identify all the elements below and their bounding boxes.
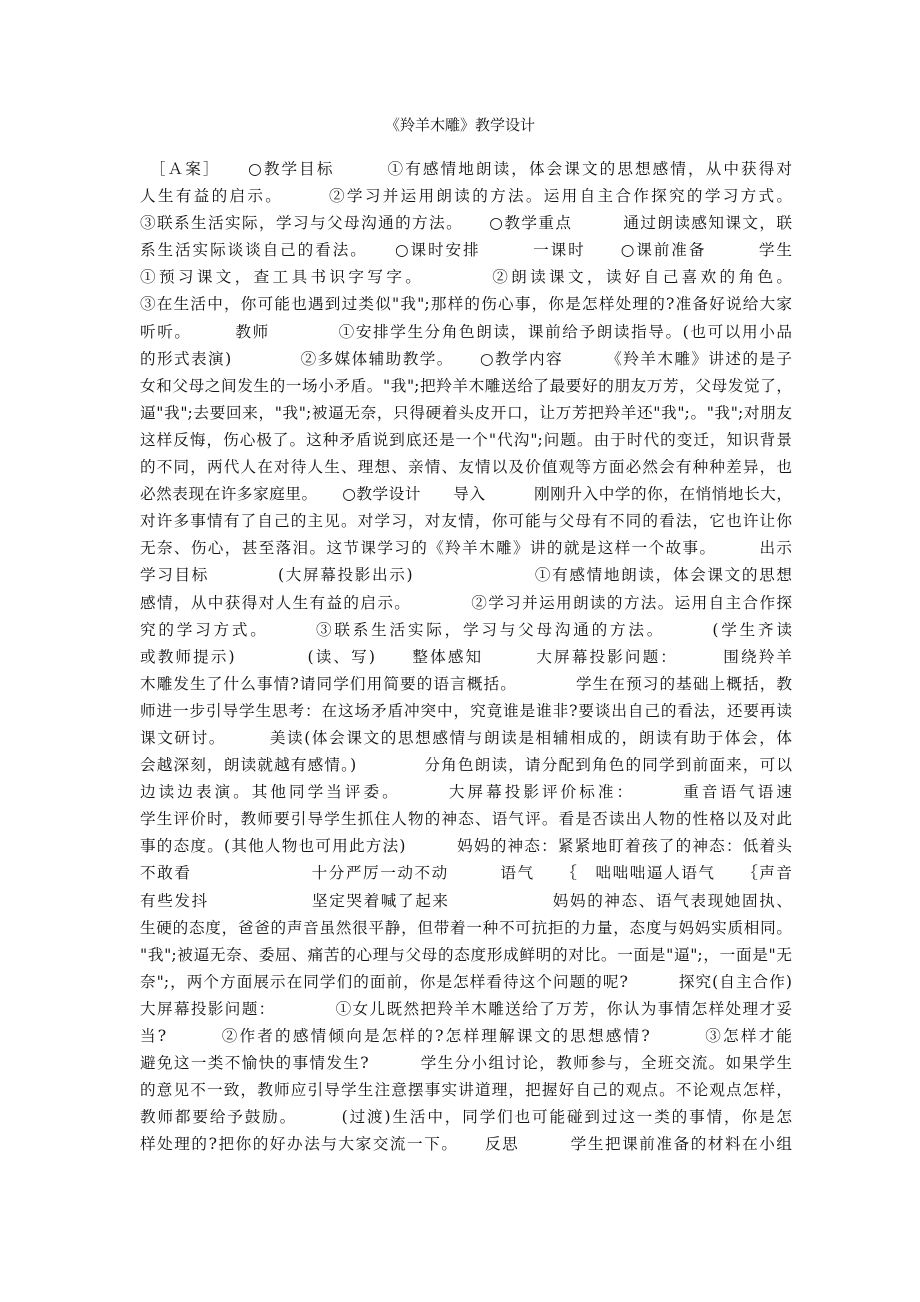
text-line: 事的态度。(其他人物也可用此方法) 妈妈的神态：紧紧地盯着孩了的神态：低着头 (140, 837, 792, 856)
text-line: 教师都要给予鼓励。 (过渡)生活中，同学们也可能碰到过这一类的事情，你是怎 (140, 1108, 792, 1127)
text-line: ③在生活中，你可能也遇到过类似"我";那样的伤心事，你是怎样处理的?准备好说给大家 (140, 295, 792, 314)
text-line: 逼"我";去要回来，"我";被逼无奈，只得硬着头皮开口，让万芳把羚羊还"我";。"我";对朋友 (140, 403, 792, 422)
text-line: "我";被逼无奈、委屈、痛苦的心理与父母的态度形成鲜明的对比。一面是"逼";，一面是"无 (140, 945, 792, 964)
text-line: 感情，从中获得对人生有益的启示。 ②学习并运用朗读的方法。运用自主合作探 (140, 593, 792, 612)
text-line: 这样反悔，伤心极了。这种矛盾说到底还是一个"代沟";问题。由于时代的变迁，知识背景 (140, 430, 792, 449)
text-line: ［Ａ案］ ○教学目标 ①有感情地朗读，体会课文的思想感情，从中获得对 (140, 160, 792, 178)
text-line: 学生评价时，教师要引导学生抓住人物的神态、语气评。看是否读出人物的性格以及对此 (140, 810, 792, 829)
text-line: 木雕发生了什么事情?请同学们用简要的语言概括。 学生在预习的基础上概括，教 (140, 674, 792, 693)
text-line: 边读边表演。其他同学当评委。 大屏幕投影评价标准： 重音语气语速 (140, 783, 792, 802)
text-line: 样处理的?把你的好办法与大家交流一下。 反思 学生把课前准备的材料在小组 (140, 1135, 792, 1154)
text-line: 避免这一类不愉快的事情发生? 学生分小组讨论，教师参与，全班交流。如果学生 (140, 1054, 792, 1073)
text-line: 人生有益的启示。 ②学习并运用朗读的方法。运用自主合作探究的学习方式。 (140, 187, 792, 206)
text-line: 或教师提示) (读、写) 整体感知 大屏幕投影问题： 围绕羚羊 (140, 647, 792, 666)
text-line: ①预习课文，查工具书识字写字。 ②朗读课文，读好自己喜欢的角色。 (140, 268, 792, 287)
text-line: 有些发抖 坚定哭着喊了起来 妈妈的神态、语气表现她固执、 (140, 891, 792, 910)
text-line: 女和父母之间发生的一场小矛盾。"我";把羚羊木雕送给了最要好的朋友万芳，父母发觉了， (140, 376, 792, 395)
text-line: 系生活实际谈谈自己的看法。 ○课时安排 一课时 ○课前准备 学生 (140, 241, 792, 260)
text-line: 奈";，两个方面展示在同学们的面前，你是怎样看待这个问题的呢? 探究(自主合作) (140, 972, 792, 991)
text-line: 必然表现在许多家庭里。 ○教学设计 导入 刚刚升入中学的你，在悄悄地长大， (140, 485, 792, 504)
text-line: 师进一步引导学生思考：在这场矛盾冲突中，究竟谁是谁非?要谈出自己的看法，还要再读 (140, 701, 792, 720)
text-line: 对许多事情有了自己的主见。对学习，对友情，你可能与父母有不同的看法，它也许让你 (140, 512, 792, 531)
text-line: 大屏幕投影问题： ①女儿既然把羚羊木雕送给了万芳，你认为事情怎样处理才妥 (140, 999, 792, 1018)
text-line: 的形式表演) ②多媒体辅助教学。 ○教学内容 《羚羊木雕》讲述的是子 (140, 349, 792, 368)
text-line: 当? ②作者的感情倾向是怎样的?怎样理解课文的思想感情? ③怎样才能 (140, 1027, 792, 1045)
document-body (140, 156, 792, 1158)
document-title: 《羚羊木雕》教学设计 (384, 116, 535, 134)
text-line: 会越深刻，朗读就越有感情。) 分角色朗读，请分配到角色的同学到前面来，可以 (140, 756, 792, 775)
text-line: ③联系生活实际，学习与父母沟通的方法。 ○教学重点 通过朗读感知课文，联 (140, 214, 792, 233)
text-line: 无奈、伤心，甚至落泪。这节课学习的《羚羊木雕》讲的就是这样一个故事。 出示 (140, 539, 792, 558)
text-line: 的意见不一致，教师应引导学生注意摆事实讲道理，把握好自己的观点。不论观点怎样， (140, 1081, 792, 1100)
text-line: 听听。 教师 ①安排学生分角色朗读，课前给予朗读指导。(也可以用小品 (140, 322, 792, 341)
text-line: 究的学习方式。 ③联系生活实际，学习与父母沟通的方法。 (学生齐读 (140, 620, 792, 639)
text-line: 不敢看 十分严厉一动不动 语气 ｛ 咄咄咄逼人语气 ｛声音 (140, 864, 792, 883)
text-line: 生硬的态度，爸爸的声音虽然很平静，但带着一种不可抗拒的力量，态度与妈妈实质相同。 (140, 918, 792, 937)
text-line: 学习目标 (大屏幕投影出示) ①有感情地朗读，体会课文的思想 (140, 566, 792, 585)
text-line: 的不同，两代人在对待人生、理想、亲情、友情以及价值观等方面必然会有种种差异，也 (140, 458, 792, 477)
text-line: 课文研讨。 美读(体会课文的思想感情与朗读是相辅相成的，朗读有助于体会，体 (140, 728, 792, 747)
